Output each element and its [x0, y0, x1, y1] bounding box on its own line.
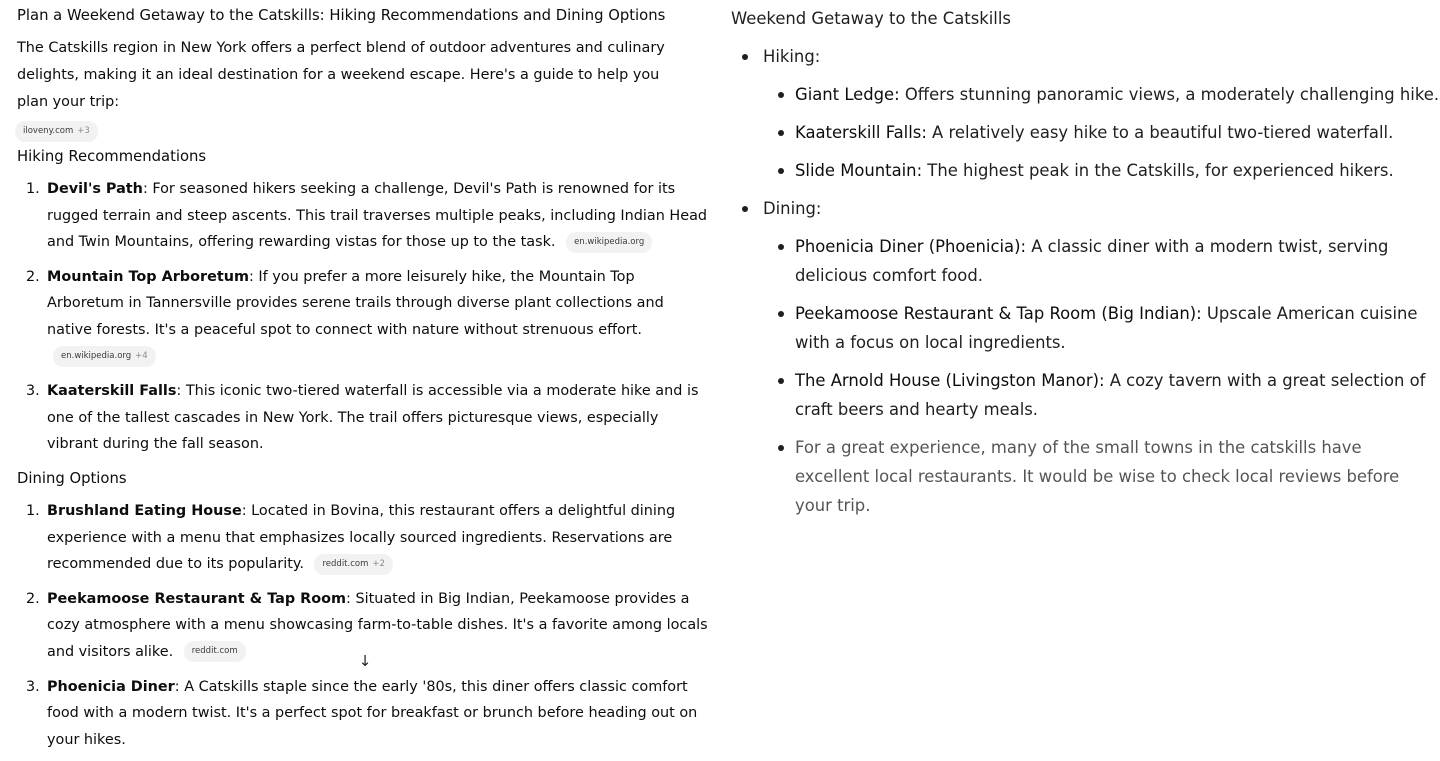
list-item — [763, 156, 1440, 185]
bullet-icon — [778, 311, 784, 317]
hiking-list — [17, 176, 712, 458]
citation-source: iloveny.com — [23, 125, 74, 136]
item-name: Phoenicia Diner (Phoenicia): — [795, 237, 1026, 256]
item-text: A relatively easy hike to a beautiful two-tiered waterfall. — [926, 123, 1394, 142]
right-response-content — [731, 4, 1440, 529]
item-number: 3. — [26, 678, 40, 695]
item-text: : A Catskills staple since the early '80s, this diner offers classic comfort food with a modern twist. It's a perfect spot for breakfast or brunch before heading out on your hikes. — [47, 678, 698, 748]
item-text: The highest peak in the Catskills, for experienced hikers. — [922, 161, 1394, 180]
citation-more-count: +3 — [77, 125, 90, 136]
item-number: 2. — [26, 268, 40, 285]
citation-chip[interactable] — [184, 641, 246, 662]
item-name: Devil's Path — [47, 181, 143, 197]
item-name: Peekamoose Restaurant & Tap Room (Big Indian): — [795, 304, 1202, 323]
list-item — [763, 118, 1440, 147]
intro-text: The Catskills region in New York offers a perfect blend of outdoor adventures and culinary delights, making it an ideal destination for a weekend escape. Here's a guide to help you plan your trip: — [17, 40, 665, 110]
list-item — [763, 433, 1440, 520]
citation-more-count: +4 — [135, 351, 148, 362]
category-dining — [731, 194, 1436, 520]
item-name: Peekamoose Restaurant & Tap Room — [47, 590, 347, 607]
item-number: 1. — [26, 502, 40, 519]
item-text: : Situated in Big Indian, Peekamoose provides a cozy atmosphere with a menu showcasing farm-to-table dishes. It's a favorite among locals and visitors alike. — [47, 590, 708, 660]
intro-citation-row — [5, 118, 712, 144]
list-item — [763, 299, 1440, 357]
item-text: : Located in Bovina, this restaurant offers a delightful dining experience with a menu that emphasizes locally sourced ingredients. Reservations are recommended due to its popularity. — [47, 502, 676, 573]
item-name: Giant Ledge: — [795, 85, 900, 104]
item-name: Kaaterskill Falls: — [795, 123, 927, 142]
citation-chip[interactable] — [566, 232, 652, 253]
bullet-icon — [778, 130, 784, 136]
list-item — [17, 176, 709, 256]
item-number: 1. — [26, 181, 40, 197]
citation-more-count: +2 — [372, 558, 385, 569]
left-response-content — [17, 3, 712, 761]
bullet-icon — [778, 378, 784, 384]
bullet-icon — [778, 168, 784, 174]
citation-chip[interactable] — [314, 554, 392, 575]
item-name: Phoenicia Diner — [47, 678, 175, 695]
category-label: Hiking: — [763, 47, 821, 66]
note-text: For a great experience, many of the small towns in the catskills have excellent local restaurants. It would be wise to check local reviews before your trip. — [795, 438, 1400, 515]
response-title: Weekend Getaway to the Catskills — [731, 9, 1011, 28]
citation-source: reddit.com — [322, 558, 369, 569]
item-number: 3. — [26, 383, 40, 400]
item-name: Mountain Top Arboretum — [47, 268, 249, 285]
item-text: Upscale American cuisine with a focus on local ingredients. — [795, 304, 1418, 352]
citation-chip[interactable] — [53, 346, 156, 367]
list-item — [17, 674, 709, 754]
citation-source: en.wikipedia.org — [574, 236, 645, 247]
bullet-icon — [742, 206, 748, 212]
intro-paragraph — [17, 35, 687, 116]
response-title: Plan a Weekend Getaway to the Catskills: Hiking Recommendations and Dining Options — [17, 7, 666, 24]
dining-list — [17, 498, 712, 753]
bullet-icon — [778, 244, 784, 250]
item-text: : For seasoned hikers seeking a challenge, Devil's Path is renowned for its rugged terrain and steep ascents. This trail traverses multiple peaks, including Indian Head and Twin Mountains, offering rewarding vistas for those up to the task. — [47, 181, 708, 251]
item-text: : If you prefer a more leisurely hike, the Mountain Top Arboretum in Tannersville provides serene trails through diverse plant collections and native forests. It's a peaceful spot to connect with nature without strenuous effort. — [47, 268, 664, 338]
item-number: 2. — [26, 590, 40, 607]
list-item — [763, 232, 1440, 290]
item-name: Brushland Eating House — [47, 502, 242, 519]
left-response-pane — [0, 0, 712, 748]
item-name: The Arnold House (Livingston Manor): — [795, 371, 1105, 390]
category-hiking — [731, 42, 1440, 185]
item-text: Offers stunning panoramic views, a moderately challenging hike. — [899, 85, 1440, 104]
dining-heading: Dining Options — [17, 469, 127, 487]
citation-chip[interactable] — [15, 121, 98, 142]
list-item — [17, 498, 709, 578]
list-item — [17, 378, 709, 458]
item-text: A cozy tavern with a great selection of craft beers and hearty meals. — [795, 371, 1426, 419]
item-name: Kaaterskill Falls — [47, 383, 177, 400]
item-name: Slide Mountain: — [795, 161, 923, 180]
list-item — [17, 264, 709, 370]
item-text: A classic diner with a modern twist, serving delicious comfort food. — [795, 237, 1389, 285]
scroll-down-icon[interactable]: ↓ — [356, 650, 374, 672]
citation-source: en.wikipedia.org — [61, 351, 132, 362]
item-text: : This iconic two-tiered waterfall is accessible via a moderate hike and is one of the tallest cascades in New York. The trail offers picturesque views, especially vibrant during the fall season. — [47, 383, 699, 453]
bullet-icon — [778, 92, 784, 98]
list-item — [763, 366, 1440, 424]
right-response-pane — [712, 0, 1440, 688]
list-item — [763, 80, 1440, 109]
bullet-icon — [742, 54, 748, 60]
hiking-heading: Hiking Recommendations — [17, 148, 207, 165]
hiking-sublist — [763, 80, 1440, 185]
category-list — [731, 42, 1440, 520]
category-label: Dining: — [763, 199, 822, 218]
citation-source: reddit.com — [191, 646, 238, 657]
dining-sublist — [763, 232, 1436, 520]
bullet-icon — [778, 445, 784, 451]
